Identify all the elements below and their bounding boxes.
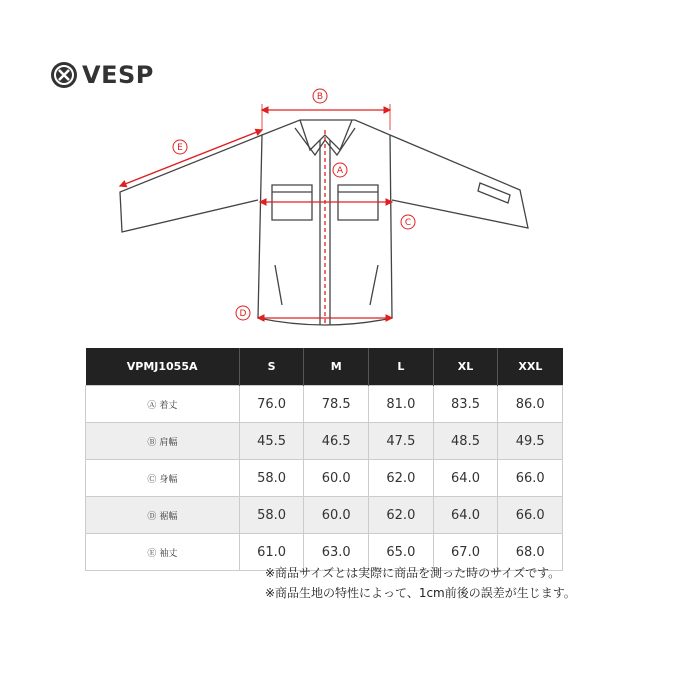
table-cell: 83.5 (433, 386, 498, 423)
table-cell: 78.5 (304, 386, 369, 423)
table-cell: 62.0 (369, 460, 434, 497)
size-notes (265, 563, 576, 603)
measurement-labels (173, 89, 415, 320)
label-b: B (316, 92, 324, 102)
table-header-row (86, 348, 563, 386)
table-cell: 68.0 (498, 534, 563, 571)
size-col-s: S (239, 348, 304, 386)
label-a: A (336, 166, 344, 176)
label-e: E (177, 143, 183, 153)
size-col-xxl: XXL (498, 348, 563, 386)
table-row (86, 460, 563, 497)
table-cell: 58.0 (239, 497, 304, 534)
table-cell: 45.5 (239, 423, 304, 460)
table-cell: 58.0 (239, 460, 304, 497)
table-row (86, 423, 563, 460)
table-cell: 60.0 (304, 460, 369, 497)
table-cell: 66.0 (498, 497, 563, 534)
table-cell: 76.0 (239, 386, 304, 423)
size-col-xl: XL (433, 348, 498, 386)
table-cell: 63.0 (304, 534, 369, 571)
row-label: Ⓔ 袖丈 (86, 534, 240, 571)
table-row (86, 386, 563, 423)
note-measurement: ※商品サイズとは実際に商品を測った時のサイズです。 (265, 566, 561, 580)
table-cell: 47.5 (369, 423, 434, 460)
size-col-m: M (304, 348, 369, 386)
table-cell: 67.0 (433, 534, 498, 571)
table-row (86, 497, 563, 534)
table-cell: 86.0 (498, 386, 563, 423)
size-col-l: L (369, 348, 434, 386)
table-cell: 60.0 (304, 497, 369, 534)
table-cell: 64.0 (433, 460, 498, 497)
row-label: Ⓒ 身幅 (86, 460, 240, 497)
table-cell: 62.0 (369, 497, 434, 534)
table-cell: 81.0 (369, 386, 434, 423)
model-number: VPMJ1055A (86, 348, 240, 386)
row-label: Ⓑ 肩幅 (86, 423, 240, 460)
row-label: Ⓓ 裾幅 (86, 497, 240, 534)
table-cell: 49.5 (498, 423, 563, 460)
size-table (85, 348, 563, 571)
table-cell: 61.0 (239, 534, 304, 571)
table-cell: 65.0 (369, 534, 434, 571)
table-cell: 48.5 (433, 423, 498, 460)
note-tolerance: ※商品生地の特性によって、1cm前後の誤差が生じます。 (265, 586, 576, 600)
label-c: C (404, 218, 412, 228)
row-label: Ⓐ 着丈 (86, 386, 240, 423)
table-cell: 46.5 (304, 423, 369, 460)
table-cell: 66.0 (498, 460, 563, 497)
label-d: D (239, 309, 247, 319)
table-cell: 64.0 (433, 497, 498, 534)
brand-name: VESP (82, 61, 154, 89)
